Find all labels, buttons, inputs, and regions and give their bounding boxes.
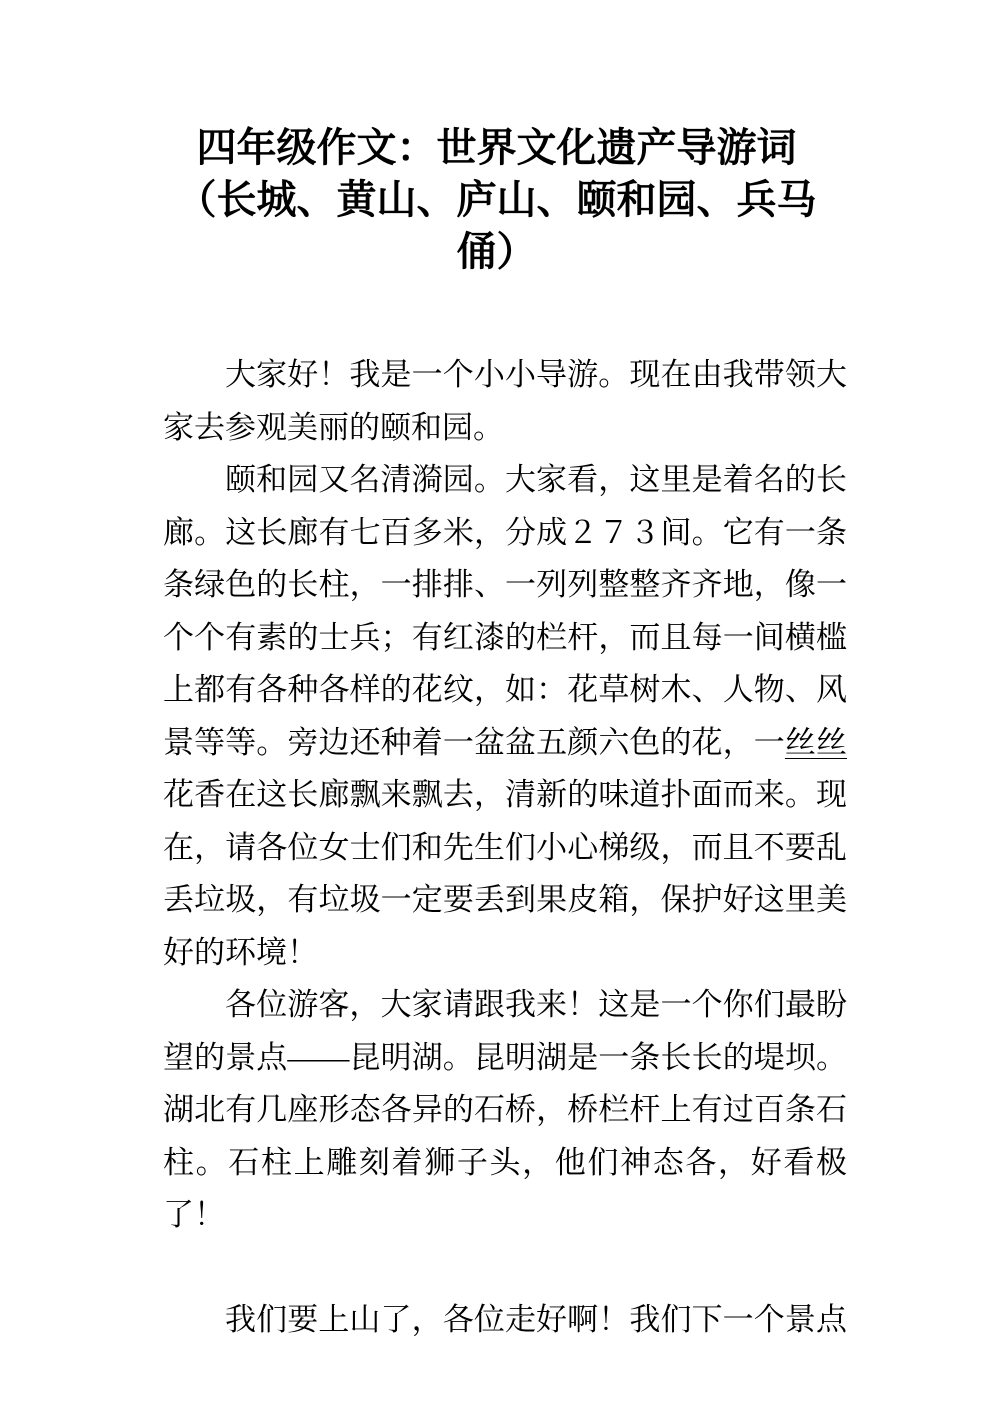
underlined-text: 丝丝	[784, 724, 848, 760]
empty-paragraph	[163, 1242, 847, 1295]
paragraph-line: 条绿色的长柱，一排排、一列列整整齐齐地，像一	[163, 567, 847, 602]
paragraph-line: 廊。这长廊有七百多米，分成２７３间。它有一条	[163, 514, 847, 550]
paragraph-4	[163, 1294, 847, 1347]
paragraph-line	[163, 717, 847, 770]
document-body	[163, 349, 847, 1347]
paragraph-line: 望的景点——昆明湖。昆明湖是一条长长的堤坝。	[163, 1039, 847, 1075]
paragraph-line: 上都有各种各样的花纹，如：花草树木、人物、风	[163, 672, 847, 707]
title-line-1: 四年级作文：世界文化遗产导游词	[196, 126, 797, 170]
title-line-3: 俑）	[456, 230, 537, 274]
paragraph-line: 好的环境！	[163, 934, 318, 970]
paragraph-line-text: 景等等。旁边还种着一盆盆五颜六色的花，一	[163, 724, 785, 760]
paragraph-2	[163, 454, 847, 979]
paragraph-1	[163, 349, 847, 454]
paragraph-line: 柱。石柱上雕刻着狮子头，他们神态各，好看极了！	[163, 1144, 847, 1232]
paragraph-line: 大家好！我是一个小小导游。现在由我带领大	[225, 357, 847, 392]
paragraph-line: 我们要上山了，各位走好啊！我们下一个景点	[225, 1302, 847, 1337]
paragraph-line: 颐和园又名清漪园。大家看，这里是着名的长	[225, 462, 847, 497]
paragraph-line: 个个有素的士兵；有红漆的栏杆，而且每一间横槛	[163, 619, 847, 655]
document-title	[0, 0, 993, 278]
paragraph-3	[163, 979, 847, 1242]
paragraph-line: 家去参观美丽的颐和园。	[163, 409, 504, 445]
title-line-2: （长城、黄山、庐山、颐和园、兵马	[176, 178, 817, 222]
paragraph-line: 在，请各位女士们和先生们小心梯级，而且不要乱	[163, 829, 847, 865]
paragraph-line: 花香在这长廊飘来飘去，清新的味道扑面而来。现	[163, 777, 847, 812]
paragraph-line: 各位游客，大家请跟我来！这是一个你们最盼	[225, 987, 847, 1022]
paragraph-line: 湖北有几座形态各异的石桥，桥栏杆上有过百条石	[163, 1092, 847, 1127]
paragraph-line: 丢垃圾，有垃圾一定要丢到果皮箱，保护好这里美	[163, 882, 847, 917]
